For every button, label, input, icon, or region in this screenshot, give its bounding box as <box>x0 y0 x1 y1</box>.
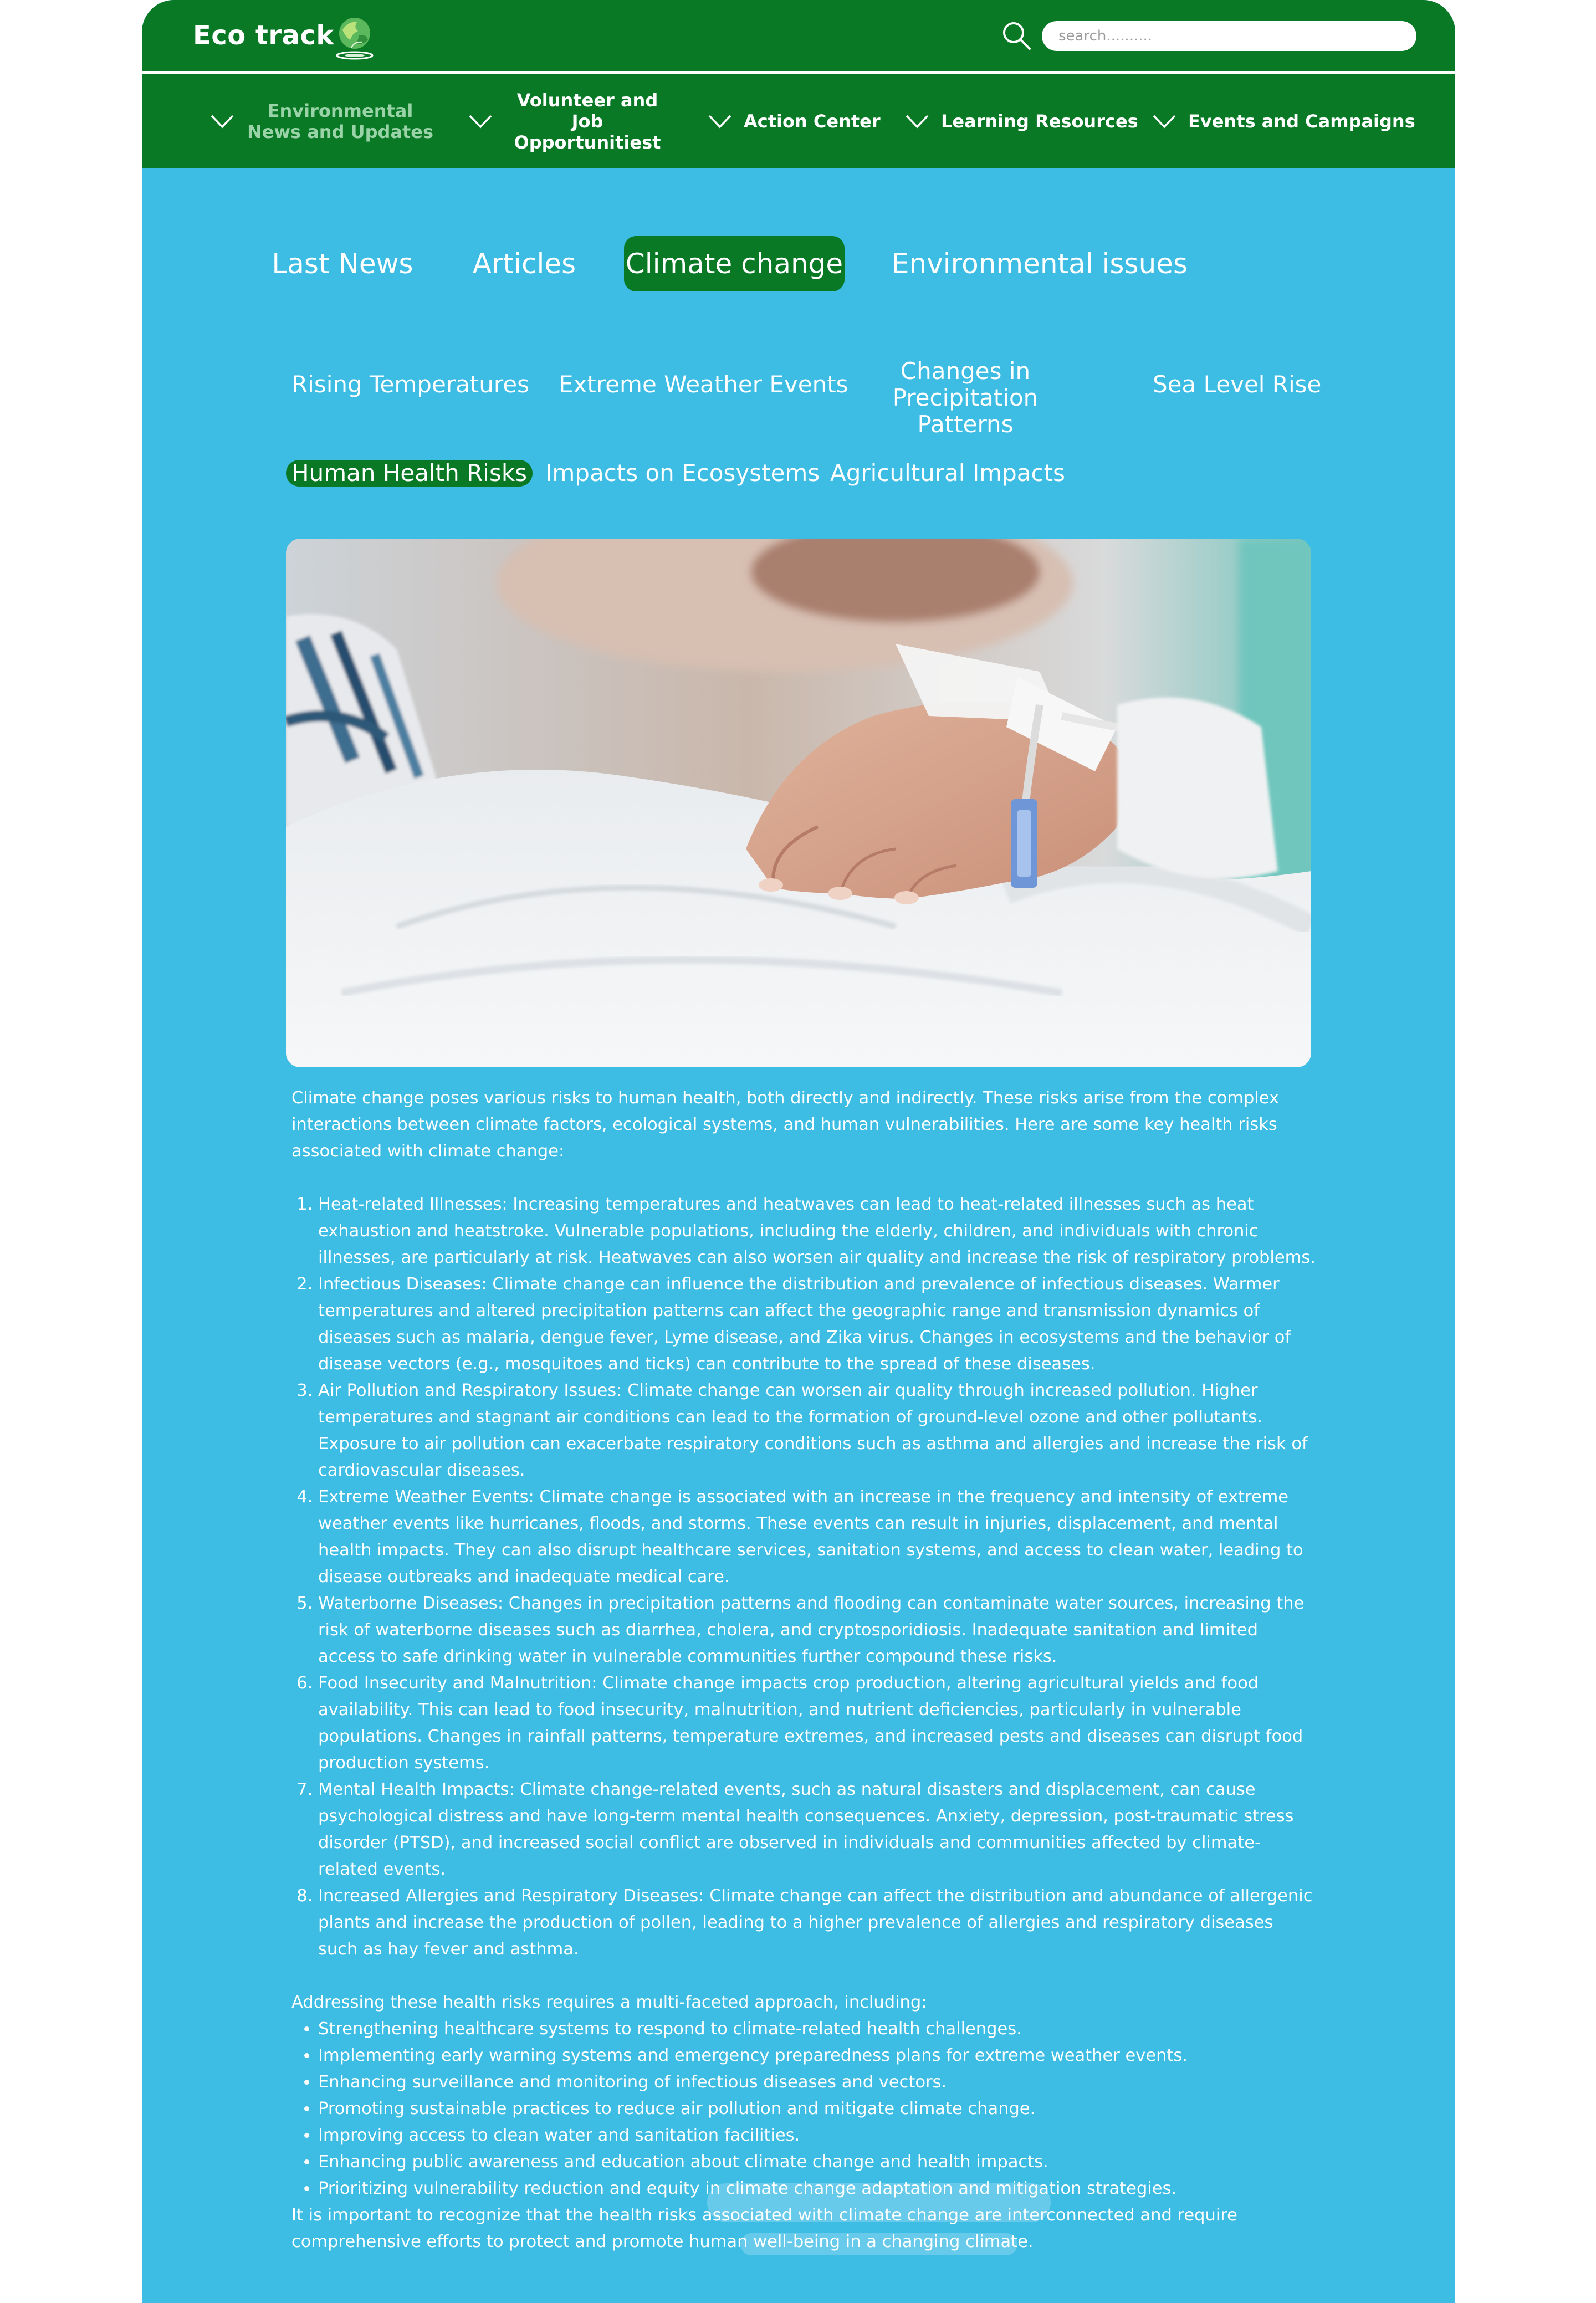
chevron-down-icon <box>707 114 733 129</box>
hero-image-patient-hand-iv <box>286 539 1311 1067</box>
subtab-agricultural-impacts[interactable]: Agricultural Impacts <box>830 459 1065 487</box>
nav-item-learning-resources[interactable] <box>904 74 1138 168</box>
search-input[interactable] <box>1042 21 1416 51</box>
top-header <box>142 0 1455 71</box>
list-item: 1. Heat-related Illnesses: Increasing temperatures and heatwaves can lead to heat-related illnesses such as heat exhaustion and heatstroke. Vulnerable populations, including the elderly, children, and individuals with chronic illnesses, are particularly at risk. Heatwaves can also worsen air quality and increase the risk of respiratory problems. <box>318 1191 1317 1271</box>
nav-item-label: Volunteer and Job Opportunitiest <box>514 90 661 153</box>
list-item: 7. Mental Health Impacts: Climate change-related events, such as natural disasters and displacement, can cause psychological distress and have long-term mental health consequences. Anxiety, depression, post-traumatic stress disorder (PTSD), and increased social conflict are observed in individuals and communities affected by climate-related events. <box>318 1777 1317 1883</box>
approaches-list <box>291 2016 1317 2202</box>
subtab-sea-level-rise[interactable]: Sea Level Rise <box>1153 371 1322 398</box>
subtab-precipitation-patterns[interactable]: Changes in Precipitation Patterns <box>892 357 1039 438</box>
tab-articles[interactable]: Articles <box>472 248 576 280</box>
nav-item-label: Environmental News and Updates <box>247 100 434 142</box>
nav-item-volunteer-jobs[interactable] <box>468 74 671 168</box>
nav-item-label: Learning Resources <box>941 111 1138 132</box>
nav-item-action-center[interactable] <box>707 74 881 168</box>
chevron-down-icon <box>468 114 493 129</box>
main-nav <box>142 74 1455 168</box>
subtab-rising-temperatures[interactable]: Rising Temperatures <box>291 371 529 398</box>
chevron-down-icon <box>1152 114 1177 129</box>
chevron-down-icon <box>209 114 235 129</box>
article-body <box>291 1085 1317 2255</box>
article-intro: Climate change poses various risks to human health, both directly and indirectly. These risks arise from the complex interactions between climate factors, ecological systems, and human vulnerabilities. Here are some key health risks associated with climate change: <box>291 1088 1280 1161</box>
list-item: • Strengthening healthcare systems to respond to climate-related health challenges. <box>318 2016 1317 2043</box>
list-item: • Improving access to clean water and sanitation facilities. <box>318 2122 1317 2149</box>
list-item: • Prioritizing vulnerability reduction and equity in climate change adaptation and mitigation strategies. <box>318 2176 1317 2202</box>
health-risks-list <box>291 1191 1317 1963</box>
tab-last-news[interactable]: Last News <box>272 248 413 280</box>
subtab-extreme-weather-events[interactable]: Extreme Weather Events <box>559 371 848 398</box>
list-item: 8. Increased Allergies and Respiratory Diseases: Climate change can affect the distribution and abundance of allergenic plants and increase the production of pollen, leading to a higher prevalence of allergies and respiratory diseases such as hay fever and asthma. <box>318 1883 1317 1963</box>
nav-item-label: Events and Campaigns <box>1188 111 1415 132</box>
nav-item-label: Action Center <box>744 111 881 132</box>
subtab-human-health-risks[interactable]: Human Health Risks <box>286 460 533 487</box>
list-item: • Enhancing surveillance and monitoring of infectious diseases and vectors. <box>318 2069 1317 2096</box>
nav-item-environmental-news[interactable] <box>209 74 434 168</box>
list-item: 6. Food Insecurity and Malnutrition: Climate change impacts crop production, altering agricultural yields and food availability. This can lead to food insecurity, malnutrition, and nutrient deficiencies, particularly in vulnerable populations. Changes in rainfall patterns, temperature extremes, and increased pests and diseases can disrupt food production systems. <box>318 1670 1317 1777</box>
approach-intro: Addressing these health risks requires a multi-faceted approach, including: <box>291 1993 927 2012</box>
list-item: 2. Infectious Diseases: Climate change can influence the distribution and prevalence of infectious diseases. Warmer temperatures and altered precipitation patterns can affect the geographic range and transmission dynamics of diseases such as malaria, dengue fever, Lyme disease, and Zika virus. Changes in ecosystems and the behavior of disease vectors (e.g., mosquitoes and ticks) can contribute to the spread of these diseases. <box>318 1271 1317 1378</box>
list-item: • Promoting sustainable practices to reduce air pollution and mitigate climate change. <box>318 2096 1317 2122</box>
list-item: • Enhancing public awareness and education about climate change and health impacts. <box>318 2149 1317 2176</box>
tab-climate-change[interactable]: Climate change <box>624 236 845 291</box>
search-icon[interactable] <box>1000 19 1033 52</box>
list-item: • Implementing early warning systems and emergency preparedness plans for extreme weather events. <box>318 2043 1317 2069</box>
list-item: 5. Waterborne Diseases: Changes in precipitation patterns and flooding can contaminate water sources, increasing the risk of waterborne diseases such as diarrhea, cholera, and cryptosporidiosis. Inadequate sanitation and limited access to safe drinking water in vulnerable communities further compound these risks. <box>318 1590 1317 1670</box>
chevron-down-icon <box>904 114 930 129</box>
article-conclusion: It is important to recognize that the health risks associated with climate change are interconnected and require comprehensive efforts to protect and promote human well-being in a changing climate. <box>291 2205 1237 2251</box>
subtab-impacts-on-ecosystems[interactable]: Impacts on Ecosystems <box>545 459 820 487</box>
page <box>142 0 1455 2303</box>
brand-title[interactable]: Eco track <box>193 20 334 51</box>
list-item: 4. Extreme Weather Events: Climate change is associated with an increase in the frequency and intensity of extreme weather events like hurricanes, floods, and storms. These events can result in injuries, displacement, and mental health impacts. They can also disrupt healthcare services, sanitation systems, and access to clean water, leading to disease outbreaks and inadequate medical care. <box>318 1484 1317 1590</box>
list-item: 3. Air Pollution and Respiratory Issues: Climate change can worsen air quality through increased pollution. Higher temperatures and stagnant air conditions can lead to the formation of ground-level ozone and other pollutants. Exposure to air pollution can exacerbate respiratory conditions such as asthma and allergies and increase the risk of cardiovascular diseases. <box>318 1378 1317 1484</box>
tab-environmental-issues[interactable]: Environmental issues <box>891 248 1188 280</box>
globe-leaf-icon[interactable] <box>331 13 378 61</box>
nav-item-events-campaigns[interactable] <box>1152 74 1415 168</box>
